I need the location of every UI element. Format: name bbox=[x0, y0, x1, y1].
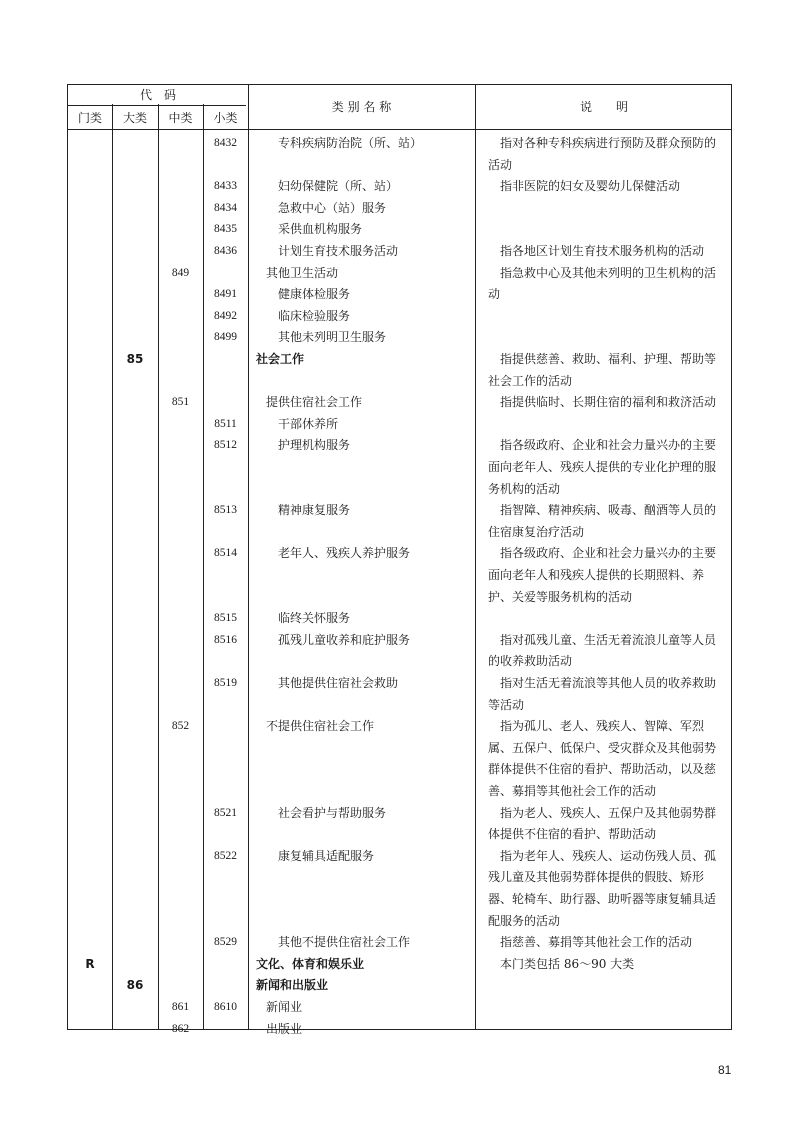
category-description: 本门类包括 86～90 大类 bbox=[500, 956, 635, 971]
category-name: 临床检验服务 bbox=[278, 308, 351, 323]
category-description: 指各级政府、企业和社会力量兴办的主要面向老年人、残疾人提供的专业化护理的服务机构的活动 bbox=[488, 438, 717, 496]
category-name: 不提供住宿社会工作 bbox=[266, 719, 375, 734]
code-zhong: 852 bbox=[171, 720, 190, 733]
category-name: 提供住宿社会工作 bbox=[266, 395, 363, 410]
category-name: 干部休养所 bbox=[278, 416, 339, 431]
category-description: 指对各种专科疾病进行预防及群众预防的活动 bbox=[488, 136, 717, 172]
category-name: 妇幼保健院（所、站） bbox=[278, 179, 399, 194]
category-name: 文化、体育和娱乐业 bbox=[256, 956, 365, 971]
category-name: 出版业 bbox=[266, 1021, 303, 1036]
category-name: 康复辅具适配服务 bbox=[278, 848, 375, 863]
category-name: 护理机构服务 bbox=[278, 438, 351, 453]
category-description: 指各地区计划生育技术服务机构的活动 bbox=[500, 244, 705, 258]
code-xiao: 8433 bbox=[214, 180, 237, 193]
divider-da bbox=[158, 85, 159, 1029]
category-name: 其他卫生活动 bbox=[266, 265, 339, 280]
code-zhong: 851 bbox=[171, 396, 190, 409]
code-xiao: 8513 bbox=[214, 504, 237, 517]
code-da: 86 bbox=[126, 978, 144, 993]
category-description: 指为老年人、残疾人、运动伤残人员、孤残儿童及其他弱势群体提供的假肢、矫形器、轮椅车、助行器、助听器等康复辅具适配服务的活动 bbox=[488, 848, 717, 928]
category-name: 急救中心（站）服务 bbox=[278, 200, 387, 215]
code-xiao: 8521 bbox=[214, 806, 237, 819]
code-xiao: 8610 bbox=[214, 1001, 237, 1013]
code-xiao: 8435 bbox=[214, 223, 237, 236]
code-xiao: 8432 bbox=[214, 137, 237, 149]
category-name: 其他不提供住宿社会工作 bbox=[278, 935, 411, 950]
category-name: 老年人、残疾人养护服务 bbox=[278, 546, 411, 561]
divider-xiao bbox=[248, 85, 249, 1029]
category-name: 计划生育技术服务活动 bbox=[278, 244, 399, 258]
header-zhong: 中类 bbox=[168, 111, 193, 125]
category-name: 专科疾病防治院（所、站） bbox=[278, 136, 423, 150]
code-zhong: 862 bbox=[171, 1022, 190, 1035]
classification-table bbox=[67, 84, 732, 1036]
code-xiao: 8512 bbox=[214, 439, 237, 452]
code-xiao: 8436 bbox=[214, 245, 237, 257]
category-description: 指提供临时、长期住宿的福利和救济活动 bbox=[500, 395, 717, 410]
category-description: 指慈善、募捐等其他社会工作的活动 bbox=[500, 935, 693, 950]
code-xiao: 8522 bbox=[214, 849, 237, 862]
category-description: 指为孤儿、老人、残疾人、智障、军烈属、五保户、低保户、受灾群众及其他弱势群体提供不住宿的看护、帮助活动，以及慈善、募捐等其他社会工作的活动 bbox=[488, 719, 717, 798]
category-name: 社会看护与帮助服务 bbox=[278, 805, 387, 820]
header-bottom bbox=[68, 129, 731, 130]
header-name: 类 别 名 称 bbox=[331, 100, 392, 114]
code-xiao: 8529 bbox=[214, 936, 237, 949]
category-description: 指急救中心及其他未列明的卫生机构的活动 bbox=[488, 265, 717, 302]
header-men: 门类 bbox=[77, 111, 102, 125]
category-name: 其他提供住宿社会救助 bbox=[278, 676, 399, 690]
code-xiao: 8491 bbox=[214, 288, 237, 301]
code-xiao: 8434 bbox=[214, 201, 237, 214]
header-desc: 说 明 bbox=[579, 100, 628, 114]
category-description: 指对生活无着流浪等其他人员的收养救助等活动 bbox=[488, 676, 717, 712]
category-description: 指对孤残儿童、生活无着流浪儿童等人员的收养救助活动 bbox=[488, 632, 717, 669]
code-xiao: 8492 bbox=[214, 309, 237, 322]
header-da: 大类 bbox=[122, 111, 147, 125]
code-xiao: 8499 bbox=[214, 331, 237, 344]
category-name: 社会工作 bbox=[256, 352, 305, 366]
category-name: 孤残儿童收养和庇护服务 bbox=[278, 632, 411, 647]
header-subdivider bbox=[68, 105, 246, 106]
code-zhong: 849 bbox=[171, 266, 190, 279]
category-description: 指智障、精神疾病、吸毒、酗酒等人员的住宿康复治疗活动 bbox=[488, 503, 717, 539]
category-name: 采供血机构服务 bbox=[278, 222, 363, 237]
category-description: 指为老人、残疾人、五保户及其他弱势群体提供不住宿的看护、帮助活动 bbox=[488, 805, 717, 842]
header-xiao: 小类 bbox=[213, 111, 238, 125]
code-da: 85 bbox=[126, 352, 144, 366]
category-description: 指提供慈善、救助、福利、护理、帮助等社会工作的活动 bbox=[488, 352, 717, 388]
code-men: R bbox=[85, 956, 95, 971]
code-zhong: 861 bbox=[171, 1001, 190, 1013]
category-name: 其他未列明卫生服务 bbox=[278, 330, 387, 345]
category-name: 新闻业 bbox=[266, 1000, 303, 1014]
category-name: 健康体检服务 bbox=[278, 287, 351, 302]
category-name: 新闻和出版业 bbox=[256, 978, 329, 993]
category-name: 精神康复服务 bbox=[278, 503, 351, 518]
header-code-group: 代 码 bbox=[139, 88, 176, 102]
code-xiao: 8511 bbox=[214, 417, 237, 430]
page-number: 81 bbox=[718, 1063, 732, 1077]
category-description: 指非医院的妇女及婴幼儿保健活动 bbox=[500, 179, 681, 194]
code-xiao: 8516 bbox=[214, 633, 237, 646]
divider-name bbox=[475, 85, 476, 1029]
code-xiao: 8514 bbox=[214, 547, 237, 560]
category-description: 指各级政府、企业和社会力量兴办的主要面向老年人和残疾人提供的长期照料、养护、关爱等服务机构的活动 bbox=[488, 546, 717, 604]
code-xiao: 8515 bbox=[214, 612, 237, 625]
category-name: 临终关怀服务 bbox=[278, 611, 351, 626]
divider-men bbox=[112, 85, 113, 1029]
code-xiao: 8519 bbox=[214, 677, 237, 689]
